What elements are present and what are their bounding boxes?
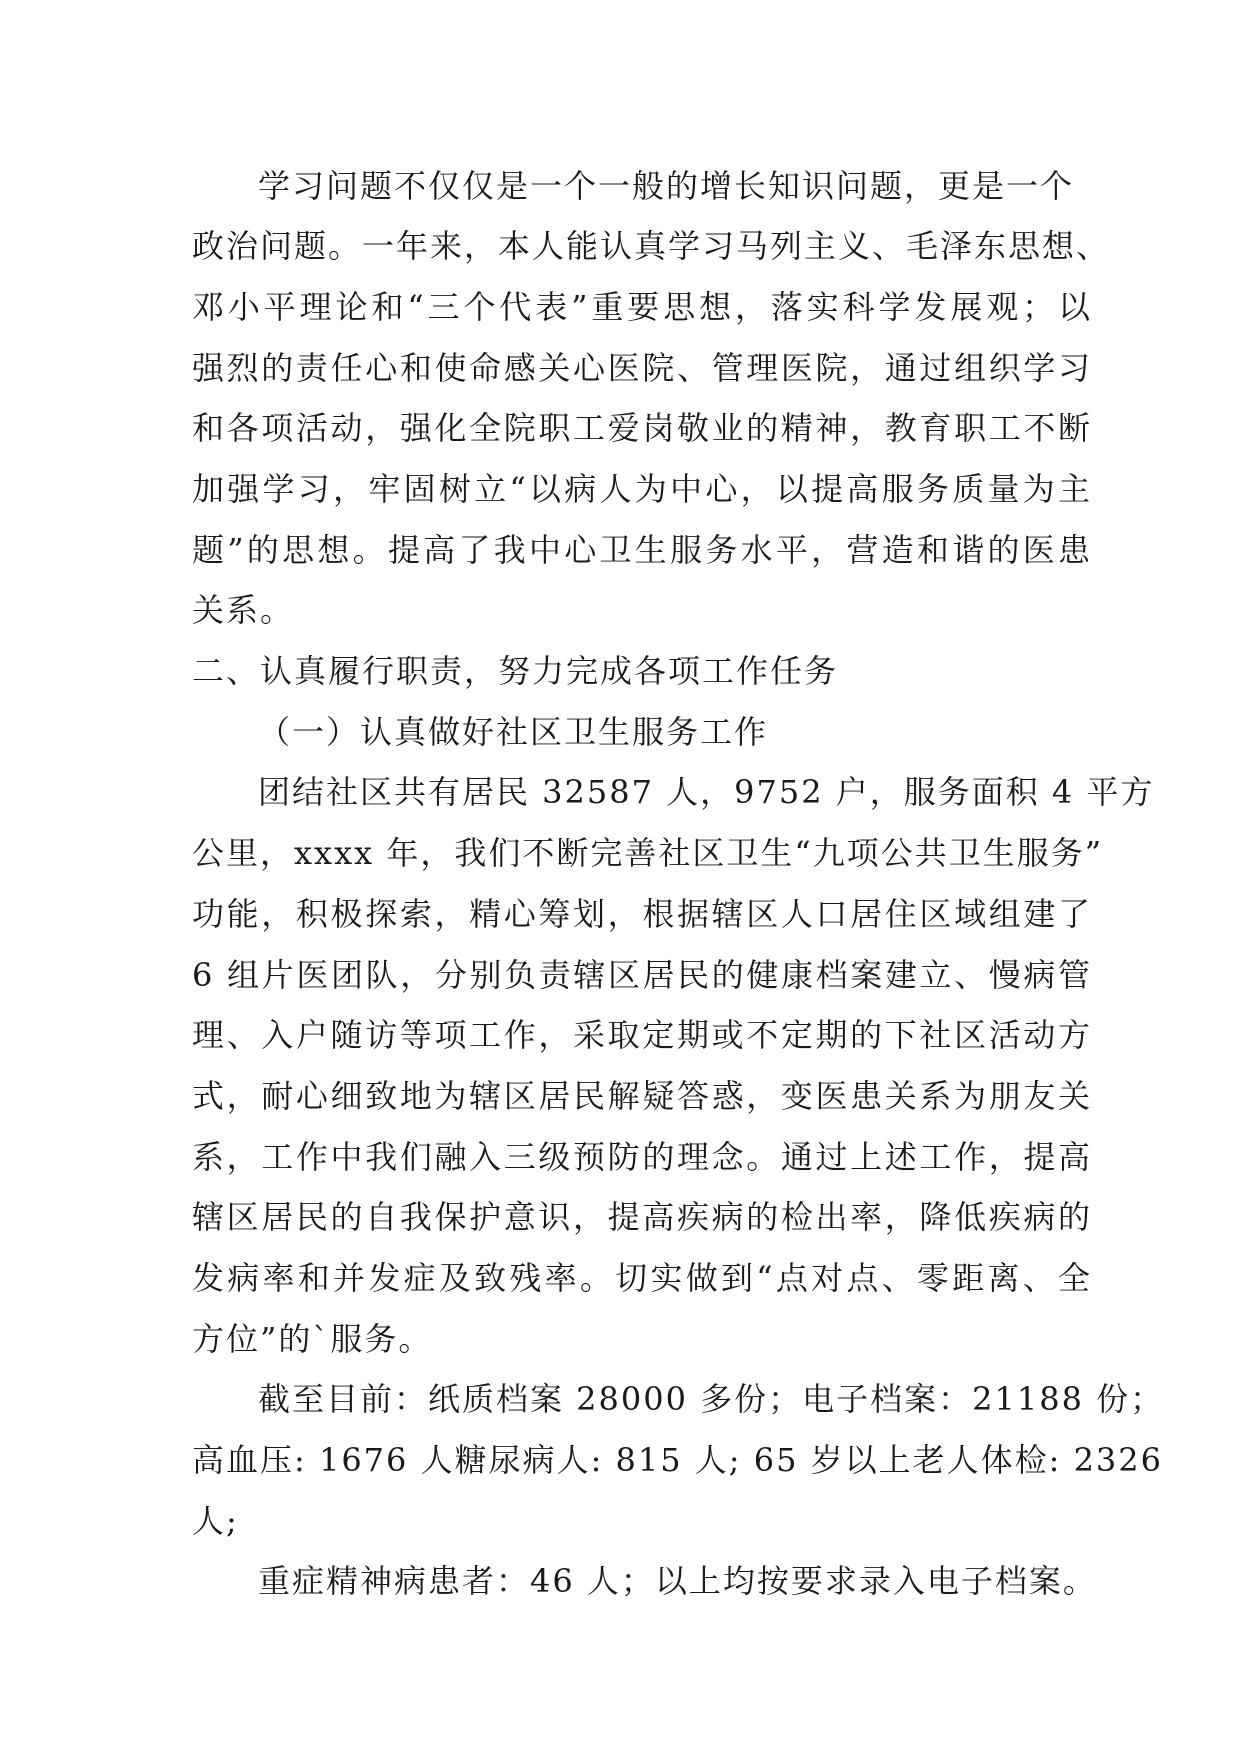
paragraph-line: 方位”的`服务。 — [192, 1320, 433, 1358]
paragraph-line: 截至目前：纸质档案 28000 多份；电子档案：21188 份； — [258, 1380, 1165, 1418]
paragraph-line: 理、入户随访等项工作，采取定期或不定期的下社区活动方 — [192, 1016, 1092, 1054]
paragraph-line: 公里，xxxx 年，我们不断完善社区卫生“九项公共卫生服务” — [192, 834, 1104, 872]
paragraph-line: 邓小平理论和“三个代表”重要思想，落实科学发展观；以 — [192, 288, 1092, 326]
paragraph-line: 高血压: 1676 人糖尿病人: 815 人; 65 岁以上老人体检: 2326 — [192, 1441, 1164, 1479]
paragraph-line: 学习问题不仅仅是一个一般的增长知识问题，更是一个 — [258, 167, 1075, 205]
paragraph-line: 重症精神病患者：46 人；以上均按要求录入电子档案。 — [258, 1562, 1097, 1600]
paragraph-line: 辖区居民的自我保护意识，提高疾病的检出率，降低疾病的 — [192, 1198, 1092, 1236]
subsection-heading: （一）认真做好社区卫生服务工作 — [258, 713, 769, 751]
paragraph-line: 人; — [192, 1502, 239, 1540]
paragraph-line: 和各项活动，强化全院职工爱岗敬业的精神，教育职工不断 — [192, 409, 1092, 447]
paragraph-line: 式，耐心细致地为辖区居民解疑答惑，变医患关系为朋友关 — [192, 1077, 1092, 1115]
paragraph-line: 功能，积极探索，精心筹划，根据辖区人口居住区域组建了 — [192, 895, 1092, 933]
paragraph-line: 系，工作中我们融入三级预防的理念。通过上述工作，提高 — [192, 1138, 1092, 1176]
paragraph-line: 关系。 — [192, 591, 295, 629]
paragraph-line: 强烈的责任心和使命感关心医院、管理医院，通过组织学习 — [192, 349, 1092, 387]
paragraph-line: 政治问题。一年来，本人能认真学习马列主义、毛泽东思想、 — [192, 227, 1111, 265]
paragraph-line: 题”的思想。提高了我中心卫生服务水平，营造和谐的医患 — [192, 531, 1092, 569]
paragraph-line: 发病率和并发症及致残率。切实做到“点对点、零距离、全 — [192, 1259, 1092, 1297]
section-heading: 二、认真履行职责，努力完成各项工作任务 — [192, 652, 839, 690]
paragraph-line: 加强学习，牢固树立“以病人为中心，以提高服务质量为主 — [192, 470, 1092, 508]
paragraph-line: 6 组片医团队，分别负责辖区居民的健康档案建立、慢病管 — [192, 956, 1092, 994]
paragraph-line: 团结社区共有居民 32587 人，9752 户，服务面积 4 平方 — [258, 773, 1155, 811]
